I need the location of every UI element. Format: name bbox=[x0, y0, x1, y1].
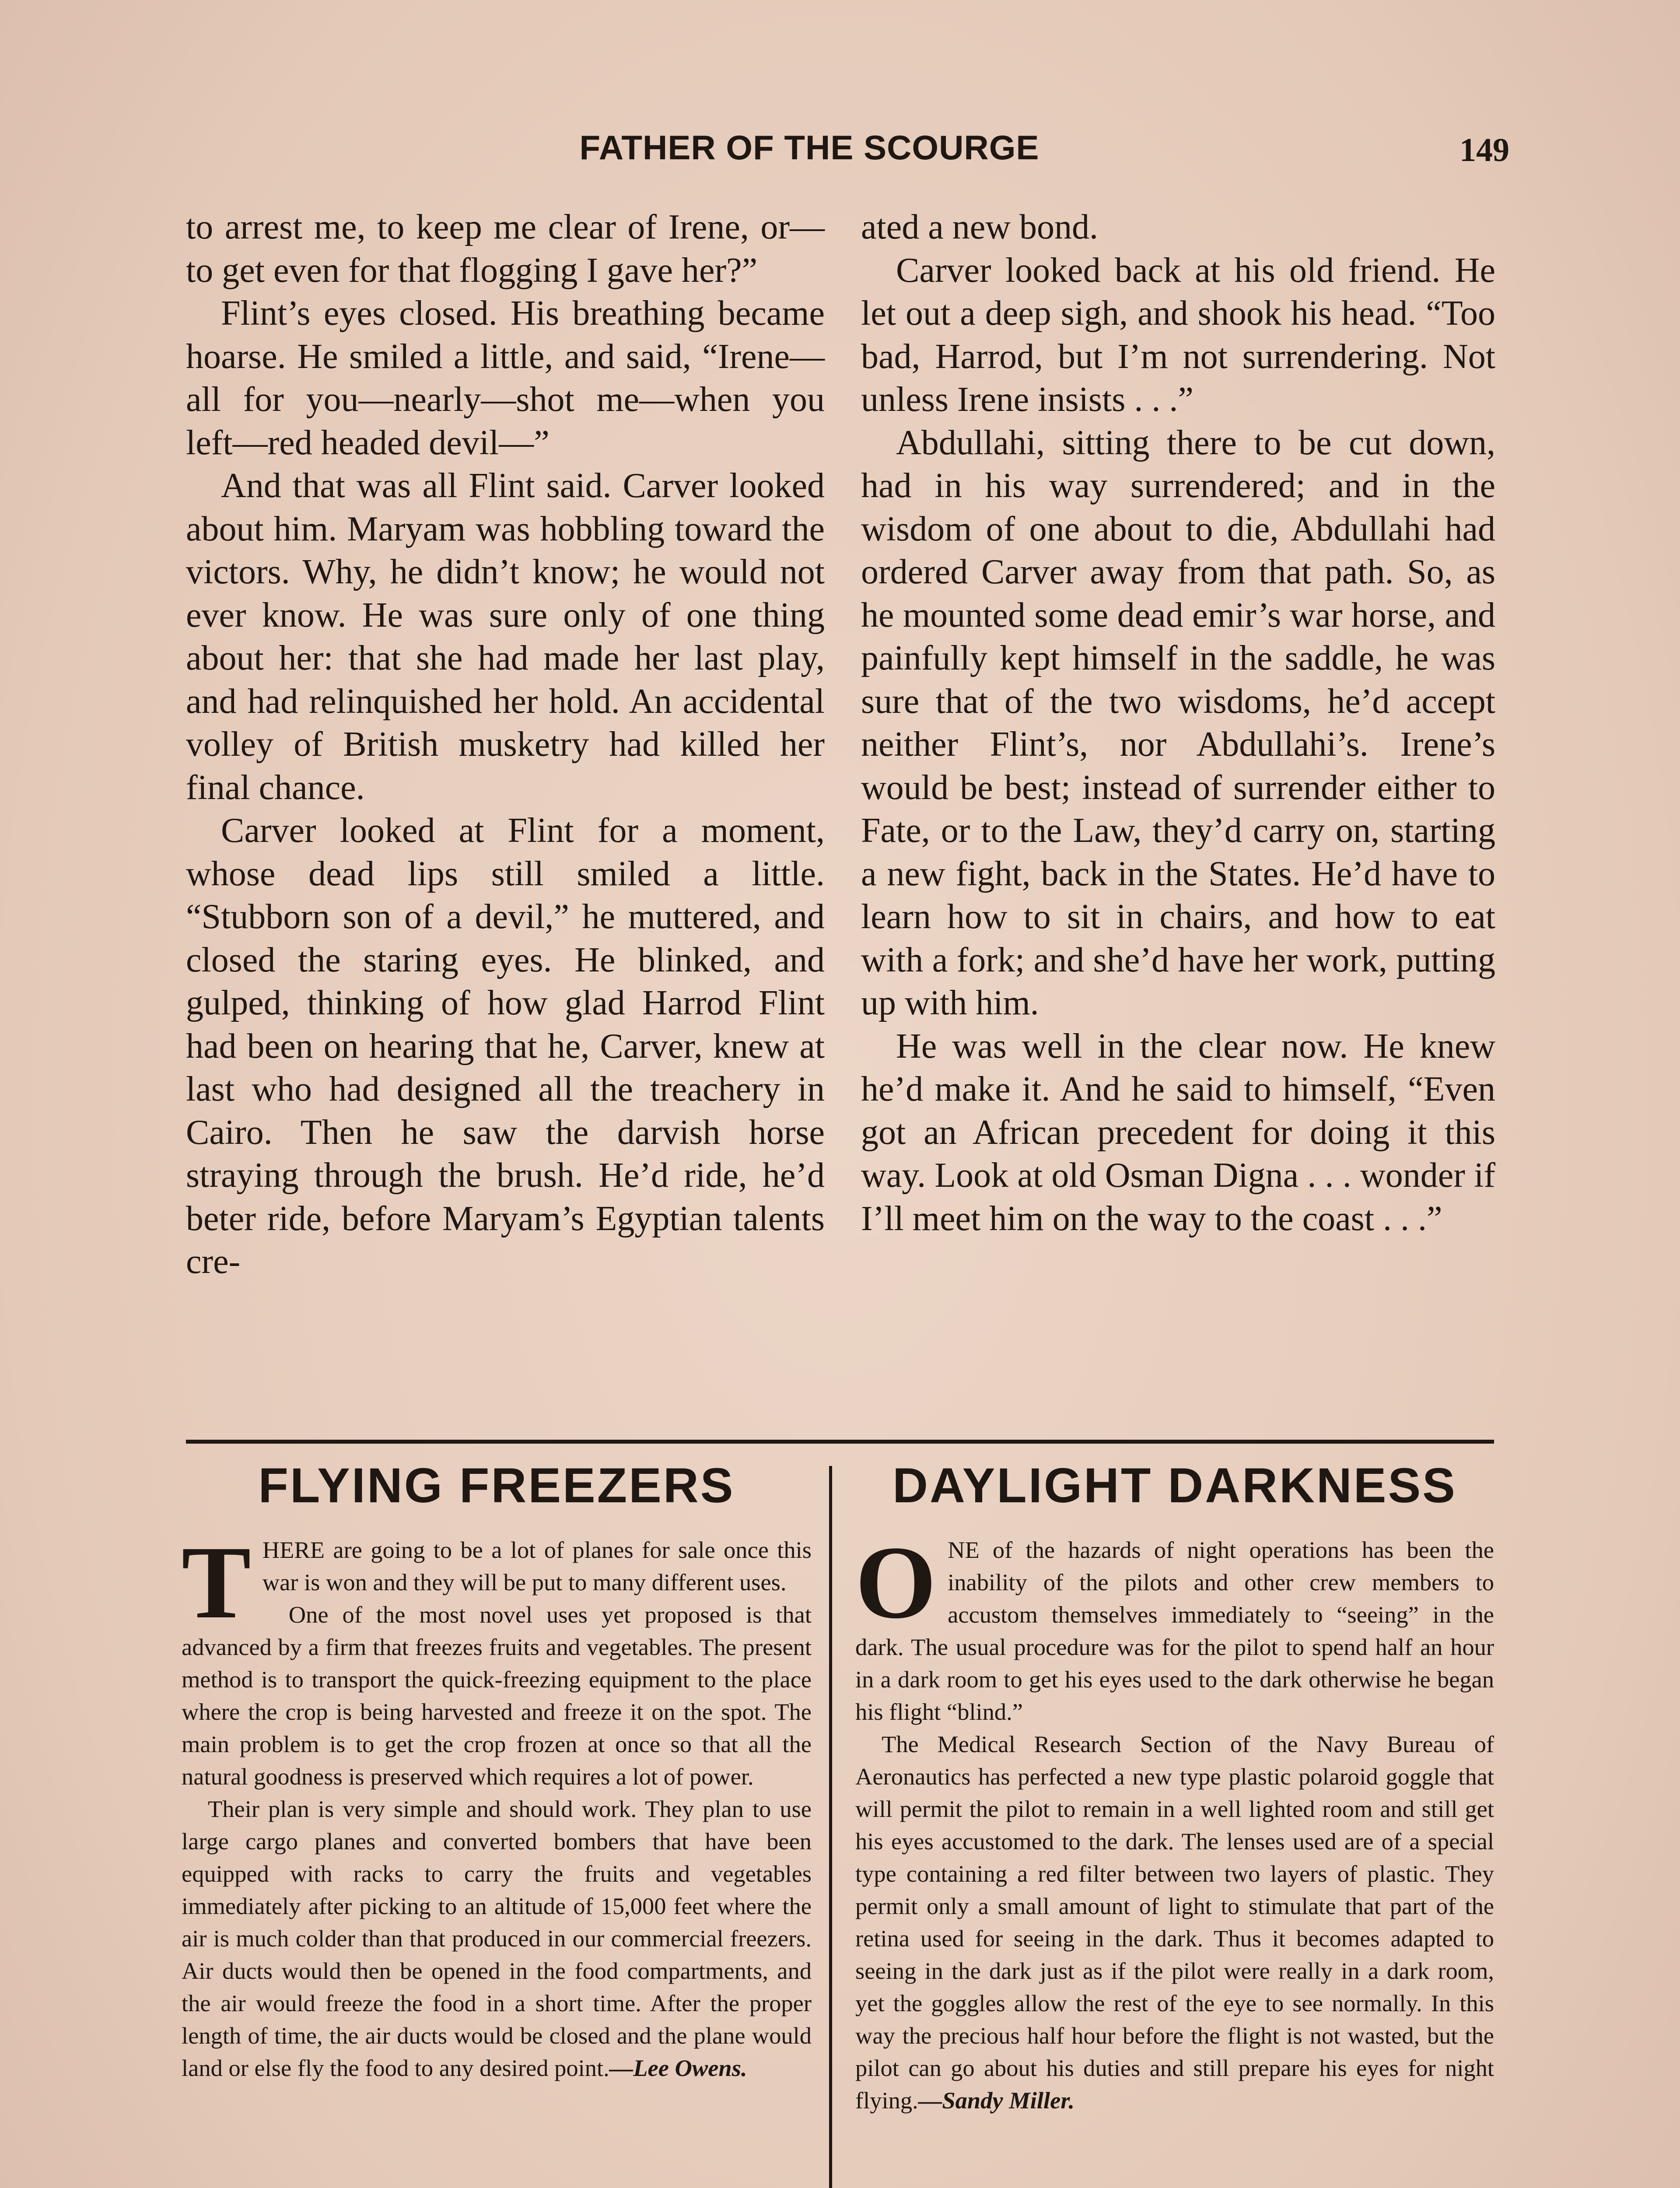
story-paragraph: Carver looked at Flint for a moment, whose dead lips still smiled a little. “Stubborn son of a devil,” he muttered, and closed the staring eyes. He blinked, and gulped, thinking of how glad Harrod Flint had been on hearing that he, Carver, knew at last who had designed all the treachery in Cairo. Then he saw the darvish horse straying through the brush. He’d ride, he’d beter ride, before Maryam’s Egyptian talents cre- bbox=[186, 811, 825, 1281]
article-title: DAYLIGHT DARKNESS bbox=[892, 1458, 1457, 1513]
article-flying-freezers bbox=[182, 1455, 812, 2084]
article-paragraph bbox=[182, 1793, 812, 2084]
page-number: 149 bbox=[1460, 132, 1509, 168]
story-paragraph: He was well in the clear now. He knew he’d make it. And he said to himself, “Even got an African precedent for doing it this way. Look at old Osman Digna . . . wonder if I’ll meet him on the way to the coast . . .” bbox=[861, 1027, 1495, 1238]
article-text: Their plan is very simple and should work. They plan to use large cargo planes and converted bombers that have been equipped with racks to carry the fruits and vegetables immediately after picking to an altitude of 15,000 feet where the air is much colder than that produced in our commercial freezers. Air ducts would then be opened in the food compartments, and the air would freeze the food in a short time. After the proper length of time, the air ducts would be closed and the plane would land or else fly the food to any desired point. bbox=[182, 1795, 812, 2081]
article-body bbox=[182, 1525, 812, 2084]
drop-cap: T bbox=[182, 1525, 251, 1640]
article-paragraph bbox=[855, 1728, 1494, 2117]
story-paragraph: Abdullahi, sitting there to be cut down, had in his way surrendered; and in the wisdom of one about to die, Abdullahi had ordered Carver away from that path. So, as he mounted some dead emir’s war horse, and painfully kept himself in the saddle, he was sure that of the two wisdoms, he’d accept neither Flint’s, nor Abdullahi’s. Irene’s would be best; instead of surrender either to Fate, or to the Law, they’d carry on, starting a new fight, back in the States. He’d have to learn how to sit in chairs, and how to eat with a fork; and she’d have her work, putting up with him. bbox=[861, 423, 1495, 1022]
article-byline: —Lee Owens. bbox=[609, 2055, 747, 2081]
article-byline: —Sandy Miller. bbox=[918, 2087, 1075, 2114]
article-text: The Medical Research Section of the Navy Bureau of Aeronautics has perfected a new type plastic polaroid goggle that will permit the pilot to remain in a well lighted room and still get his eyes accustomed to the dark. The lenses used are of a special type containing a red filter between two layers of plastic. They permit only a small amount of light to stimulate that part of the retina used for seeing in the dark. Thus it becomes adapted to seeing in the dark just as if the pilot were really in a dark room, yet the goggles allow the rest of the eye to see normally. In this way the precious half hour before the flight is not wasted, but the pilot can go about his duties and still prepare his eyes for night flying. bbox=[855, 1731, 1494, 2114]
column-divider-rule bbox=[829, 1466, 832, 2188]
story-paragraph: to arrest me, to keep me clear of Irene, or—to get even for that flogging I gave her?” bbox=[186, 208, 825, 290]
article-paragraph bbox=[182, 1525, 812, 1640]
article-body bbox=[855, 1525, 1494, 2117]
running-header-title: FATHER OF THE SCOURGE bbox=[579, 128, 1040, 167]
article-lead-text: NE of the hazards of night operations has been the inability of the pilots and other crew members to accustom themselves immediately to “seeing” in the dark. The usual procedure was for the pilot to spend half an hour in a dark room to get his eyes used to the dark otherwise he began his flight “blind.” bbox=[855, 1536, 1494, 1725]
story-column-right bbox=[861, 206, 1495, 1240]
story-column-left bbox=[186, 206, 825, 1283]
story-paragraph: Carver looked back at his old friend. He let out a deep sigh, and shook his head. “Too bad, Harrod, but I’m not surrendering. Not unless Irene insists . . .” bbox=[861, 251, 1495, 419]
story-paragraph: And that was all Flint said. Carver looked about him. Maryam was hobbling toward the victors. Why, he didn’t know; he would not ever know. He was sure only of one thing about her: that she had made her last play, and had relinquished her hold. An accidental volley of British musketry had killed her final chance. bbox=[186, 466, 825, 807]
article-title: FLYING FREEZERS bbox=[258, 1458, 735, 1513]
article-daylight-darkness bbox=[855, 1455, 1494, 2117]
story-paragraph: Flint’s eyes closed. His breathing became hoarse. He smiled a little, and said, “Irene—all for you—nearly—shot me—when you left—red headed devil—” bbox=[186, 294, 825, 462]
story-paragraph: ated a new bond. bbox=[861, 208, 1099, 246]
drop-cap: O bbox=[855, 1525, 937, 1640]
article-paragraph bbox=[855, 1525, 1494, 1728]
article-paragraph: One of the most novel uses yet proposed is that advanced by a firm that freezes fruits and vegetables. The present method is to transport the quick-freezing equipment to the place where the crop is being harvested and freeze it on the spot. The main problem is to get the crop frozen at once so that all the natural goodness is preserved which requires a lot of power. bbox=[182, 1601, 812, 1790]
article-lead-text: HERE are going to be a lot of planes for sale once this war is won and they will be put to many different uses. bbox=[262, 1536, 812, 1595]
section-divider-rule bbox=[186, 1440, 1494, 1444]
